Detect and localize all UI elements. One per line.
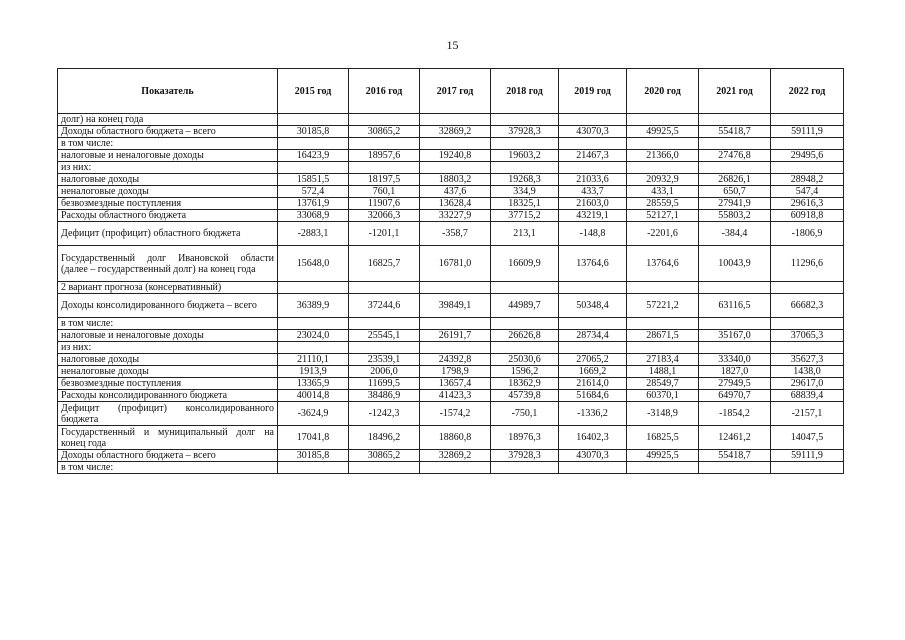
table-cell: 35627,3	[771, 354, 844, 366]
table-cell: -384,4	[699, 222, 771, 246]
table-cell	[349, 318, 420, 330]
row-label: неналоговые доходы	[58, 366, 278, 378]
table-cell: 1669,2	[559, 366, 627, 378]
table-cell: 60370,1	[627, 390, 699, 402]
table-cell: 28734,4	[559, 330, 627, 342]
table-cell	[627, 162, 699, 174]
table-cell	[771, 462, 844, 474]
table-cell	[559, 162, 627, 174]
table-cell	[420, 138, 491, 150]
table-cell: 10043,9	[699, 246, 771, 282]
table-cell: 26826,1	[699, 174, 771, 186]
table-cell: 43219,1	[559, 210, 627, 222]
column-header-year: 2017 год	[420, 69, 491, 114]
table-cell: -750,1	[491, 402, 559, 426]
table-cell: 27065,2	[559, 354, 627, 366]
table-cell	[627, 282, 699, 294]
table-cell: 21110,1	[278, 354, 349, 366]
table-cell	[420, 342, 491, 354]
table-body	[58, 114, 844, 474]
row-label: налоговые доходы	[58, 354, 278, 366]
table-row	[58, 378, 844, 390]
table-header-row	[58, 69, 844, 114]
table-cell	[627, 138, 699, 150]
table-cell	[349, 342, 420, 354]
column-header-year: 2021 год	[699, 69, 771, 114]
table-cell: -1806,9	[771, 222, 844, 246]
table-cell: 16609,9	[491, 246, 559, 282]
table-cell: 1913,9	[278, 366, 349, 378]
row-label: налоговые и неналоговые доходы	[58, 330, 278, 342]
table-row	[58, 390, 844, 402]
row-label: из них:	[58, 342, 278, 354]
table-cell	[278, 318, 349, 330]
table-cell	[771, 342, 844, 354]
table-cell: -358,7	[420, 222, 491, 246]
column-header-year: 2020 год	[627, 69, 699, 114]
table-cell: 1438,0	[771, 366, 844, 378]
table-row	[58, 246, 844, 282]
table-cell: 49925,5	[627, 450, 699, 462]
table-cell: 16781,0	[420, 246, 491, 282]
table-cell: 32869,2	[420, 126, 491, 138]
table-cell: 16825,7	[349, 246, 420, 282]
table-cell	[627, 318, 699, 330]
table-cell: 30865,2	[349, 450, 420, 462]
table-cell: 40014,8	[278, 390, 349, 402]
row-label: 2 вариант прогноза (консервативный)	[58, 282, 278, 294]
table-cell: 45739,8	[491, 390, 559, 402]
table-cell: 650,7	[699, 186, 771, 198]
table-cell	[699, 318, 771, 330]
table-cell	[491, 342, 559, 354]
table-cell: 18976,3	[491, 426, 559, 450]
table-row	[58, 282, 844, 294]
table-cell: 60918,8	[771, 210, 844, 222]
table-cell: 18957,6	[349, 150, 420, 162]
table-cell: 18803,2	[420, 174, 491, 186]
table-cell: 28948,2	[771, 174, 844, 186]
table-cell: 57221,2	[627, 294, 699, 318]
table-row	[58, 186, 844, 198]
table-cell	[627, 342, 699, 354]
table-cell	[349, 114, 420, 126]
table-cell: 13764,6	[627, 246, 699, 282]
table-cell	[491, 162, 559, 174]
table-cell: 21614,0	[559, 378, 627, 390]
row-label: Расходы областного бюджета	[58, 210, 278, 222]
table-cell: 28559,5	[627, 198, 699, 210]
table-cell	[559, 138, 627, 150]
table-cell: 1798,9	[420, 366, 491, 378]
table-cell: -3148,9	[627, 402, 699, 426]
table-cell: 63116,5	[699, 294, 771, 318]
table-cell: 18325,1	[491, 198, 559, 210]
table-row	[58, 366, 844, 378]
table-cell	[559, 342, 627, 354]
table-cell	[771, 162, 844, 174]
table-cell	[420, 462, 491, 474]
table-cell: 760,1	[349, 186, 420, 198]
table-cell: -148,8	[559, 222, 627, 246]
table-cell: 30185,8	[278, 126, 349, 138]
table-cell: 64970,7	[699, 390, 771, 402]
table-cell: 1596,2	[491, 366, 559, 378]
row-label: Государственный и муниципальный долг на конец года	[58, 426, 278, 450]
table-cell: 13365,9	[278, 378, 349, 390]
table-cell: 30185,8	[278, 450, 349, 462]
table-cell	[491, 114, 559, 126]
table-cell	[491, 282, 559, 294]
table-cell	[278, 162, 349, 174]
column-header-indicator: Показатель	[58, 69, 278, 114]
table-cell	[349, 462, 420, 474]
column-header-year: 2019 год	[559, 69, 627, 114]
table-cell	[420, 162, 491, 174]
table-cell: 27183,4	[627, 354, 699, 366]
table-row	[58, 210, 844, 222]
table-cell: 37928,3	[491, 126, 559, 138]
table-cell: 24392,8	[420, 354, 491, 366]
row-label: Доходы консолидированного бюджета – всего	[58, 294, 278, 318]
table-cell: 18860,8	[420, 426, 491, 450]
table-cell: 33068,9	[278, 210, 349, 222]
table-row	[58, 330, 844, 342]
row-label: в том числе:	[58, 462, 278, 474]
row-label: налоговые доходы	[58, 174, 278, 186]
table-cell: 44989,7	[491, 294, 559, 318]
row-label: Дефицит (профицит) областного бюджета	[58, 222, 278, 246]
table-cell	[771, 114, 844, 126]
table-cell: 35167,0	[699, 330, 771, 342]
table-row	[58, 354, 844, 366]
table-cell: 213,1	[491, 222, 559, 246]
table-cell: 33340,0	[699, 354, 771, 366]
table-row	[58, 402, 844, 426]
table-cell	[627, 114, 699, 126]
table-row	[58, 318, 844, 330]
table-cell: 41423,3	[420, 390, 491, 402]
table-cell: 55803,2	[699, 210, 771, 222]
table-cell: 15648,0	[278, 246, 349, 282]
table-cell: 27476,8	[699, 150, 771, 162]
table-cell: 28671,5	[627, 330, 699, 342]
table-cell	[699, 282, 771, 294]
table-cell: 13628,4	[420, 198, 491, 210]
table-cell: 27949,5	[699, 378, 771, 390]
table-cell: 1488,1	[627, 366, 699, 378]
table-cell	[699, 462, 771, 474]
table-cell: -1242,3	[349, 402, 420, 426]
table-cell	[559, 114, 627, 126]
table-cell: 29495,6	[771, 150, 844, 162]
table-cell: 2006,0	[349, 366, 420, 378]
table-cell: -3624,9	[278, 402, 349, 426]
table-cell: -1854,2	[699, 402, 771, 426]
table-cell	[771, 282, 844, 294]
table-cell: 37715,2	[491, 210, 559, 222]
table-cell: 37244,6	[349, 294, 420, 318]
table-cell: 21467,3	[559, 150, 627, 162]
table-cell: 13657,4	[420, 378, 491, 390]
row-label: Государственный долг Ивановской области (далее – государственный долг) на конец года	[58, 246, 278, 282]
table-cell: 26626,8	[491, 330, 559, 342]
table-cell: 59111,9	[771, 450, 844, 462]
table-row	[58, 138, 844, 150]
table-cell	[420, 318, 491, 330]
page-number: 15	[446, 38, 459, 52]
table-cell: 11699,5	[349, 378, 420, 390]
table-cell: -1336,2	[559, 402, 627, 426]
table-row	[58, 126, 844, 138]
row-label: безвозмездные поступления	[58, 378, 278, 390]
table-cell: 21366,0	[627, 150, 699, 162]
table-cell	[349, 138, 420, 150]
table-cell: 43070,3	[559, 126, 627, 138]
table-cell: 547,4	[771, 186, 844, 198]
table-cell: 11907,6	[349, 198, 420, 210]
table-cell: 68839,4	[771, 390, 844, 402]
table-cell	[559, 282, 627, 294]
table-cell	[349, 162, 420, 174]
table-cell: 33227,9	[420, 210, 491, 222]
table-cell: 21603,0	[559, 198, 627, 210]
table-cell	[559, 318, 627, 330]
budget-forecast-table	[57, 68, 844, 474]
table-cell: 18197,5	[349, 174, 420, 186]
table-cell: 19603,2	[491, 150, 559, 162]
table-cell: 23024,0	[278, 330, 349, 342]
table-cell: 55418,7	[699, 450, 771, 462]
table-cell: 334,9	[491, 186, 559, 198]
table-cell	[699, 114, 771, 126]
table-cell: 21033,6	[559, 174, 627, 186]
table-cell: 13761,9	[278, 198, 349, 210]
table-cell: 49925,5	[627, 126, 699, 138]
table-cell	[349, 282, 420, 294]
table-cell: 38486,9	[349, 390, 420, 402]
table-cell	[491, 462, 559, 474]
table-row	[58, 222, 844, 246]
table-cell: 28549,7	[627, 378, 699, 390]
row-label: налоговые и неналоговые доходы	[58, 150, 278, 162]
table-cell: -2883,1	[278, 222, 349, 246]
table-cell: 16423,9	[278, 150, 349, 162]
row-label: неналоговые доходы	[58, 186, 278, 198]
table-cell: 29616,3	[771, 198, 844, 210]
table-cell: 25030,6	[491, 354, 559, 366]
table-row	[58, 150, 844, 162]
table-cell: 43070,3	[559, 450, 627, 462]
table-row	[58, 162, 844, 174]
table-row	[58, 174, 844, 186]
table-cell	[699, 138, 771, 150]
table-cell: 32066,3	[349, 210, 420, 222]
table-cell	[278, 114, 349, 126]
table-cell	[278, 342, 349, 354]
table-cell: 16825,5	[627, 426, 699, 450]
table-cell: -2201,6	[627, 222, 699, 246]
table-cell: 572,4	[278, 186, 349, 198]
table-cell: 27941,9	[699, 198, 771, 210]
table-cell: 17041,8	[278, 426, 349, 450]
table-cell: 18362,9	[491, 378, 559, 390]
table-cell: 19240,8	[420, 150, 491, 162]
table-cell	[420, 114, 491, 126]
column-header-year: 2018 год	[491, 69, 559, 114]
row-label: из них:	[58, 162, 278, 174]
table-cell	[771, 318, 844, 330]
table-cell	[278, 138, 349, 150]
table-row	[58, 426, 844, 450]
table-cell: 23539,1	[349, 354, 420, 366]
table-row	[58, 198, 844, 210]
row-label: в том числе:	[58, 138, 278, 150]
column-header-year: 2016 год	[349, 69, 420, 114]
column-header-year: 2015 год	[278, 69, 349, 114]
table-cell: 433,7	[559, 186, 627, 198]
table-cell: 39849,1	[420, 294, 491, 318]
table-row	[58, 114, 844, 126]
table-cell: 433,1	[627, 186, 699, 198]
table-cell: 25545,1	[349, 330, 420, 342]
table-cell	[699, 162, 771, 174]
table-cell: 437,6	[420, 186, 491, 198]
table-cell: 37065,3	[771, 330, 844, 342]
table-cell	[278, 462, 349, 474]
table-row	[58, 450, 844, 462]
table-cell: 16402,3	[559, 426, 627, 450]
table-cell: 1827,0	[699, 366, 771, 378]
row-label: Расходы консолидированного бюджета	[58, 390, 278, 402]
table-cell	[491, 138, 559, 150]
table-row	[58, 294, 844, 318]
table-cell	[559, 462, 627, 474]
table-cell: 36389,9	[278, 294, 349, 318]
table-cell: -2157,1	[771, 402, 844, 426]
table-cell: 51684,6	[559, 390, 627, 402]
table-cell: 59111,9	[771, 126, 844, 138]
table-cell: 32869,2	[420, 450, 491, 462]
table-cell	[627, 462, 699, 474]
column-header-year: 2022 год	[771, 69, 844, 114]
table-cell	[491, 318, 559, 330]
table-cell: 15851,5	[278, 174, 349, 186]
row-label: Доходы областного бюджета – всего	[58, 126, 278, 138]
table-cell: -1574,2	[420, 402, 491, 426]
table-cell	[278, 282, 349, 294]
table-cell: 19268,3	[491, 174, 559, 186]
row-label: долг) на конец года	[58, 114, 278, 126]
table-cell: 55418,7	[699, 126, 771, 138]
table-cell: 20932,9	[627, 174, 699, 186]
table-cell	[699, 342, 771, 354]
table-cell: 11296,6	[771, 246, 844, 282]
table-cell: -1201,1	[349, 222, 420, 246]
table-cell: 26191,7	[420, 330, 491, 342]
table-cell: 12461,2	[699, 426, 771, 450]
table-cell: 50348,4	[559, 294, 627, 318]
table-cell: 18496,2	[349, 426, 420, 450]
row-label: Дефицит (профицит) консолидированного бюджета	[58, 402, 278, 426]
table-cell	[420, 282, 491, 294]
table-cell: 14047,5	[771, 426, 844, 450]
table-cell	[771, 138, 844, 150]
table-row	[58, 462, 844, 474]
row-label: Доходы областного бюджета – всего	[58, 450, 278, 462]
table-row	[58, 342, 844, 354]
table-cell: 66682,3	[771, 294, 844, 318]
row-label: в том числе:	[58, 318, 278, 330]
row-label: безвозмездные поступления	[58, 198, 278, 210]
table-cell: 30865,2	[349, 126, 420, 138]
table-cell: 52127,1	[627, 210, 699, 222]
table-cell: 13764,6	[559, 246, 627, 282]
table-cell: 37928,3	[491, 450, 559, 462]
table-cell: 29617,0	[771, 378, 844, 390]
